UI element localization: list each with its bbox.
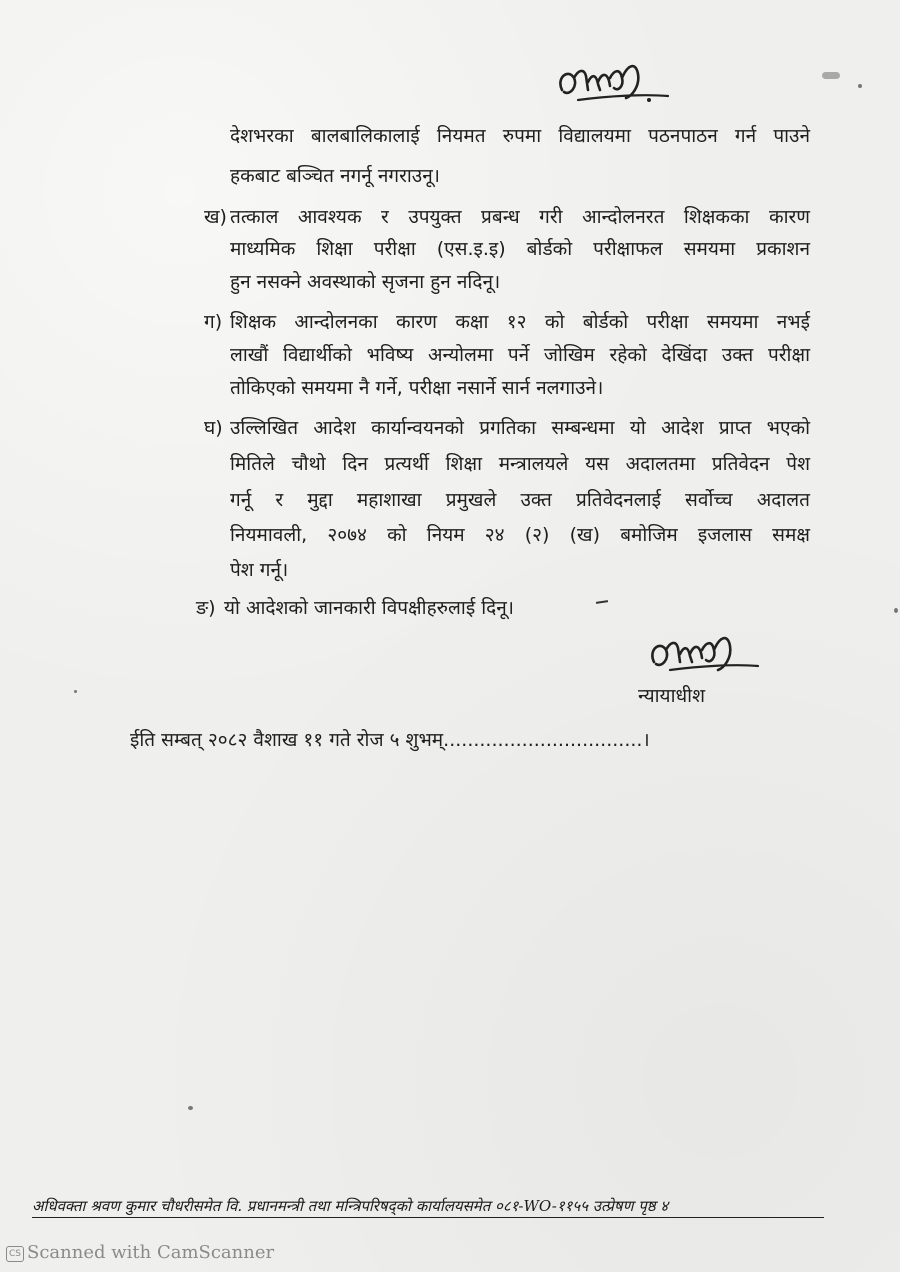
item-nga-line-1: यो आदेशको जानकारी विपक्षीहरुलाई दिनू।: [224, 597, 514, 619]
item-gha-line-4: नियमावली, २०७४ को नियम २४ (२) (ख) बमोजिम इजलास समक्ष: [230, 524, 810, 546]
stray-mark: [596, 600, 608, 604]
item-gha-line-1: उल्लिखित आदेश कार्यान्वयनको प्रगतिका सम्बन्धमा यो आदेश प्राप्त भएको: [230, 417, 810, 439]
watermark-text: Scanned with CamScanner: [27, 1242, 275, 1263]
item-ga-line-3: तोकिएको समयमा नै गर्ने, परीक्षा नसार्ने सार्न नलगाउने।: [230, 377, 604, 399]
scan-speck: [74, 690, 77, 693]
item-gha-line-3: गर्नू र मुद्दा महाशाखा प्रमुखले उक्त प्रतिवेदनलाई सर्वोच्च अदालत: [230, 489, 810, 511]
scan-speck: [188, 1106, 193, 1110]
signature-top: [548, 56, 678, 116]
intro-line-2: हकबाट बञ्चित नगर्नू नगराउनू।: [230, 165, 440, 187]
scan-speck: [858, 84, 862, 88]
item-gha-marker: घ): [204, 417, 223, 439]
camscanner-logo-icon: CS: [6, 1246, 24, 1262]
footer-case-reference: अधिवक्ता श्रवण कुमार चौधरीसमेत वि. प्रधानमन्त्री तथा मन्त्रिपरिषद्को कार्यालयसमेत ०८१-WO-११५५ उत्प्रेषण पृष्ठ ४: [32, 1196, 824, 1218]
item-kha-line-2: माध्यमिक शिक्षा परीक्षा (एस.इ.इ) बोर्डको परीक्षाफल समयमा प्रकाशन: [230, 238, 810, 260]
item-gha-line-2: मितिले चौथो दिन प्रत्यर्थी शिक्षा मन्त्रालयले यस अदालतमा प्रतिवेदन पेश: [230, 453, 810, 475]
camscanner-watermark: [6, 1242, 274, 1263]
item-kha-line-3: हुन नसक्ने अवस्थाको सृजना हुन नदिनू।: [230, 271, 501, 293]
item-ga-line-1: शिक्षक आन्दोलनका कारण कक्षा १२ को बोर्डको परीक्षा समयमा नभई: [230, 311, 810, 333]
scan-speck: [822, 72, 840, 79]
item-kha-line-1: तत्काल आवश्यक र उपयुक्त प्रबन्ध गरी आन्दोलनरत शिक्षकका कारण: [230, 206, 810, 228]
item-ga-line-2: लाखौं विद्यार्थीको भविष्य अन्योलमा पर्ने जोखिम रहेको देखिंदा उक्त परीक्षा: [230, 344, 810, 366]
item-gha-line-5: पेश गर्नू।: [230, 559, 289, 581]
date-line: ईति सम्बत् २०८२ वैशाख ११ गते रोज ५ शुभम्.................................।: [130, 729, 650, 751]
item-ga-marker: ग): [204, 311, 223, 333]
scan-speck: [894, 608, 898, 613]
intro-line-1: देशभरका बालबालिकालाई नियमत रुपमा विद्यालयमा पठनपाठन गर्न पाउने: [230, 125, 810, 147]
item-nga-marker: ङ): [196, 597, 216, 619]
item-kha-marker: ख): [204, 206, 227, 228]
judge-title: न्यायाधीश: [638, 685, 706, 707]
signature-bottom: [640, 628, 770, 688]
